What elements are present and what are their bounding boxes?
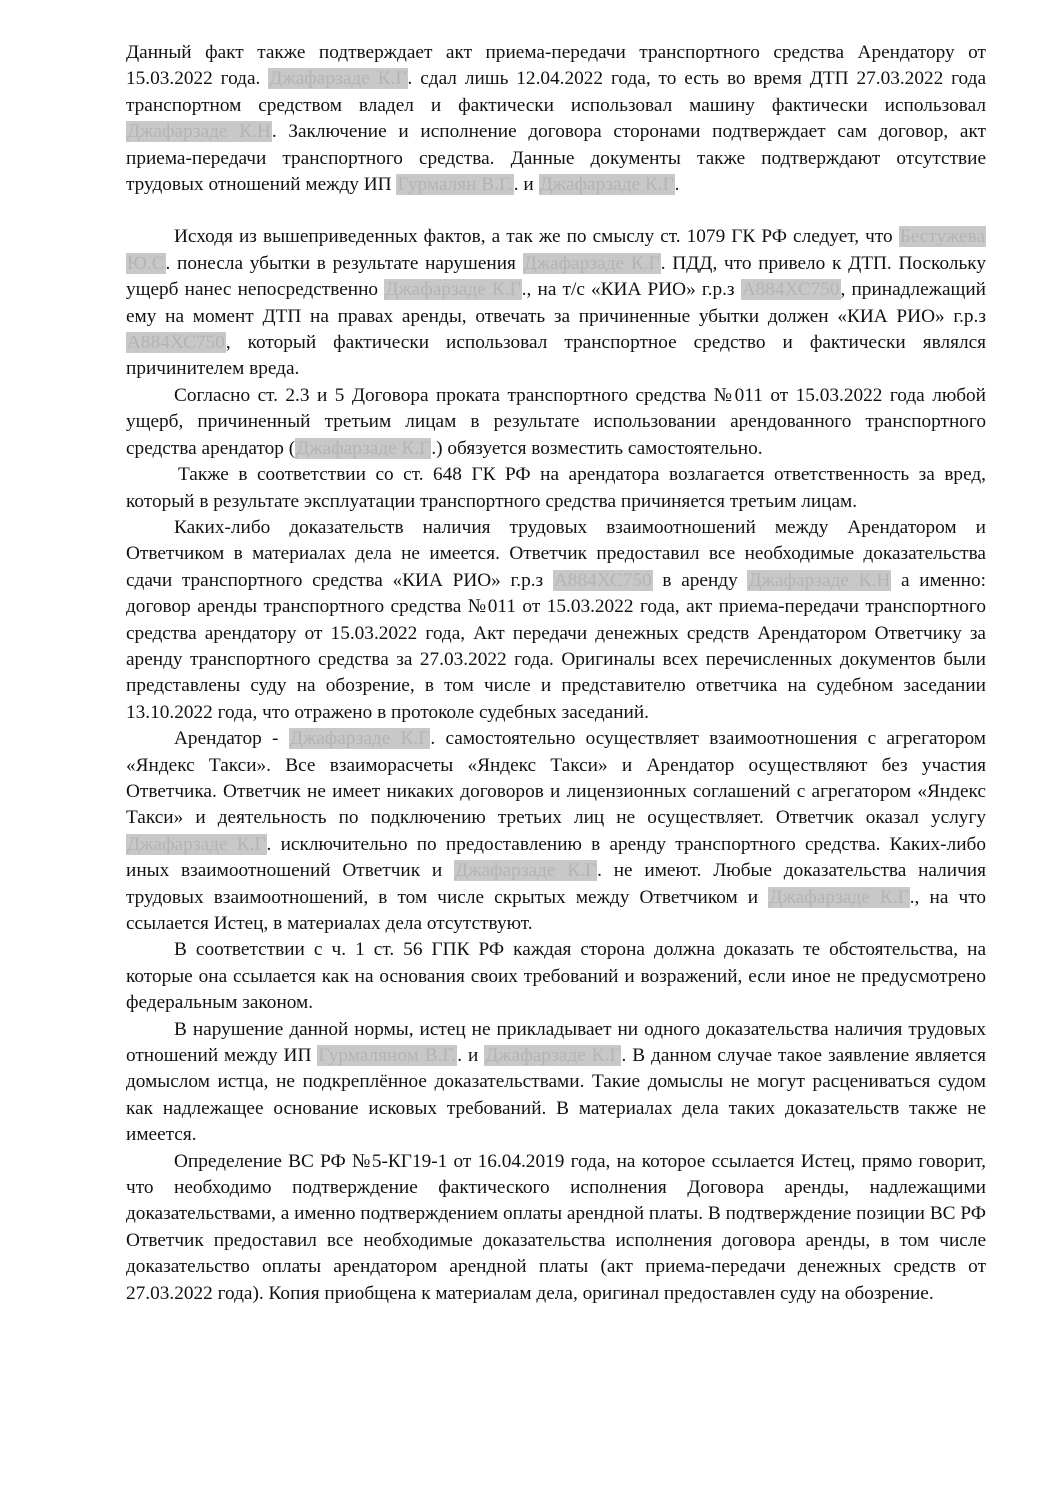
paragraph-text: .) обязуется возместить самостоятельно. — [431, 437, 763, 459]
paragraph-text: . не имеют. Любые доказательства наличия трудовых взаимоотношений, в том числе скрытых между Ответчиком и — [126, 860, 986, 908]
paragraph-text: Данный факт также подтверждает акт приема-передачи транспортного средства Арендатору от 15.03.2022 года. — [126, 42, 986, 90]
paragraph-4 — [126, 462, 986, 515]
paragraph-text: Также в соответствии со ст. 648 ГК РФ на арендатора возлагается ответственность за вред, который в результате эксплуатации транспортного средства причиняется третьим лицам. — [126, 464, 986, 512]
paragraph-text: , принадлежащий ему на момент ДТП на правах аренды, отвечать за причиненные убытки должен «КИА РИО» г.р.з — [126, 279, 986, 327]
redacted-name: Джафарзаде К.Г — [454, 860, 597, 882]
paragraph-text: в аренду — [652, 569, 748, 591]
paragraph-3 — [126, 383, 986, 462]
paragraph-text: . ПДД, что привело к ДТП. Поскольку ущерб нанес непосредственно — [126, 252, 986, 301]
redacted-name: Джафарзаде К.Г — [523, 252, 660, 274]
paragraph-text: Арендатор - — [174, 728, 289, 750]
redacted-name: Джафарзаде К.Г — [296, 437, 431, 459]
paragraph-7 — [126, 937, 986, 1016]
paragraph-text: ., на что ссылается Истец, в материалах дела отсутствуют. — [126, 886, 987, 934]
paragraph-6 — [126, 726, 986, 937]
redacted-name: А884ХС750 — [127, 332, 225, 354]
redacted-name: Джафарзаде К.Н — [748, 569, 891, 591]
redacted-name: Джафарзаде К.Г — [127, 833, 266, 855]
paragraph-text: . сдал лишь 12.04.2022 года, то есть во время ДТП 27.03.2022 года транспортном средством владел и фактически использовал машину фактически использовал — [126, 68, 987, 116]
redacted-name: Джафарзаде К.Н — [127, 121, 271, 143]
paragraph-text: В нарушение данной нормы, истец не прикладывает ни одного доказательства наличия трудовых отношений между ИП — [126, 1018, 986, 1067]
paragraph-text: , который фактически использовал транспортное средство и фактически являлся причинителем вреда. — [126, 332, 986, 380]
paragraph-8 — [126, 1017, 986, 1149]
paragraph-9 — [126, 1149, 986, 1307]
paragraph-text: . исключительно по предоставлению в аренду транспортного средства. Каких-либо иных взаимоотношений Ответчик и — [126, 833, 986, 882]
redacted-name: А884ХС750 — [741, 279, 840, 301]
paragraph-text: В соответствии с ч. 1 ст. 56 ГПК РФ каждая сторона должна доказать те обстоятельства, на которые она ссылается как на основания своих требований и возражений, если иное не предусмотрено федеральным законом. — [126, 939, 986, 1014]
redacted-name: Джафарзаде К.Г — [485, 1045, 621, 1067]
paragraph-text: . и — [457, 1045, 485, 1067]
paragraph-text: ., на т/с «КИА РИО» г.р.з — [521, 279, 741, 301]
document-page — [126, 40, 986, 1307]
redacted-name: Джафарзаде К.Г — [769, 886, 909, 908]
paragraph-text: . самостоятельно осуществляет взаимоотношения с агрегатором «Яндекс Такси». Все взаиморасчеты «Яндекс Такси» и Арендатор осуществляют без участия Ответчика. Ответчик не имеет никаких договоров и лицензионных соглашений с агрегатором «Яндекс Такси» и деятельность по подключению третьих лиц не осуществляет. Ответчик оказал услугу — [126, 728, 987, 829]
redacted-name: Джафарзаде К.Г — [385, 279, 521, 301]
paragraph-text: Согласно ст. 2.3 и 5 Договора проката транспортного средства №011 от 15.03.2022 года любой ущерб, причиненный третьим лицам в результате использовании арендованного транспортного средства арендатор ( — [126, 384, 986, 459]
redacted-name: Джафарзаде К.Г — [539, 174, 674, 196]
redacted-name: Бестужева Ю.С — [127, 226, 985, 274]
paragraph-text: . Заключение и исполнение договора сторонами подтверждает сам договор, акт приема-передачи транспортного средства. Данные документы также подтверждают отсутствие трудовых отношений между ИП — [126, 121, 986, 196]
paragraph-text: . — [674, 174, 680, 196]
paragraph-text: . и — [513, 174, 539, 196]
redacted-name: А884ХС750 — [553, 569, 652, 591]
paragraph-text: . понесла убытки в результате нарушения — [165, 252, 523, 274]
paragraph-text: Каких-либо доказательств наличия трудовых взаимоотношений между Арендатором и Ответчиком в материалах дела не имеется. Ответчик предоставил все необходимые доказательства сдачи транспортного средства «КИА РИО» г.р.з — [126, 516, 986, 591]
paragraph-text: а именно: договор аренды транспортного средства №011 от 15.03.2022 года, акт приема-передачи транспортного средства арендатору от 15.03.2022 года, Акт передачи денежных средств Арендатором Ответчику за аренду транспортного средства за 27.03.2022 года. Оригиналы всех перечисленных документов были представлены суду на обозрение, в том числе и представителю ответчика на судебном заседании 13.10.2022 года, что отражено в протоколе судебных заседаний. — [126, 569, 986, 723]
redacted-name: Гурмаляном В.Г. — [318, 1045, 457, 1067]
paragraph-text: . В данном случае такое заявление является домыслом истца, не подкреплённое доказательствами. Такие домыслы не могут расцениваться судом как надлежащее основание исковых требований. В материалах дела таких доказательств также не имеется. — [126, 1045, 986, 1146]
paragraph-text: Определение ВС РФ №5-КГ19-1 от 16.04.2019 года, на которое ссылается Истец, прямо говорит, что необходимо подтверждение фактического исполнения Договора аренды, надлежащими доказательствами, а именно подтверждением оплаты арендной платы. В подтверждение позиции ВС РФ Ответчик предоставил все необходимые доказательства исполнения договора аренды, в том числе доказательство оплаты арендатором арендной платы (акт приема-передачи денежных средств от 27.03.2022 года). Копия приобщена к материалам дела, оригинал предоставлен суду на обозрение. — [126, 1150, 986, 1304]
paragraph-5 — [126, 515, 986, 726]
paragraph-1 — [126, 40, 986, 198]
redacted-name: Джафарзаде К.Г — [289, 728, 430, 750]
redacted-name: Джафарзаде К.Г — [269, 68, 407, 90]
paragraph-text: Исходя из вышеприведенных фактов, а так же по смыслу ст. 1079 ГК РФ следует, что — [174, 226, 899, 248]
paragraph-2 — [126, 224, 986, 382]
redacted-name: Гурмалян В.Г. — [397, 174, 513, 196]
